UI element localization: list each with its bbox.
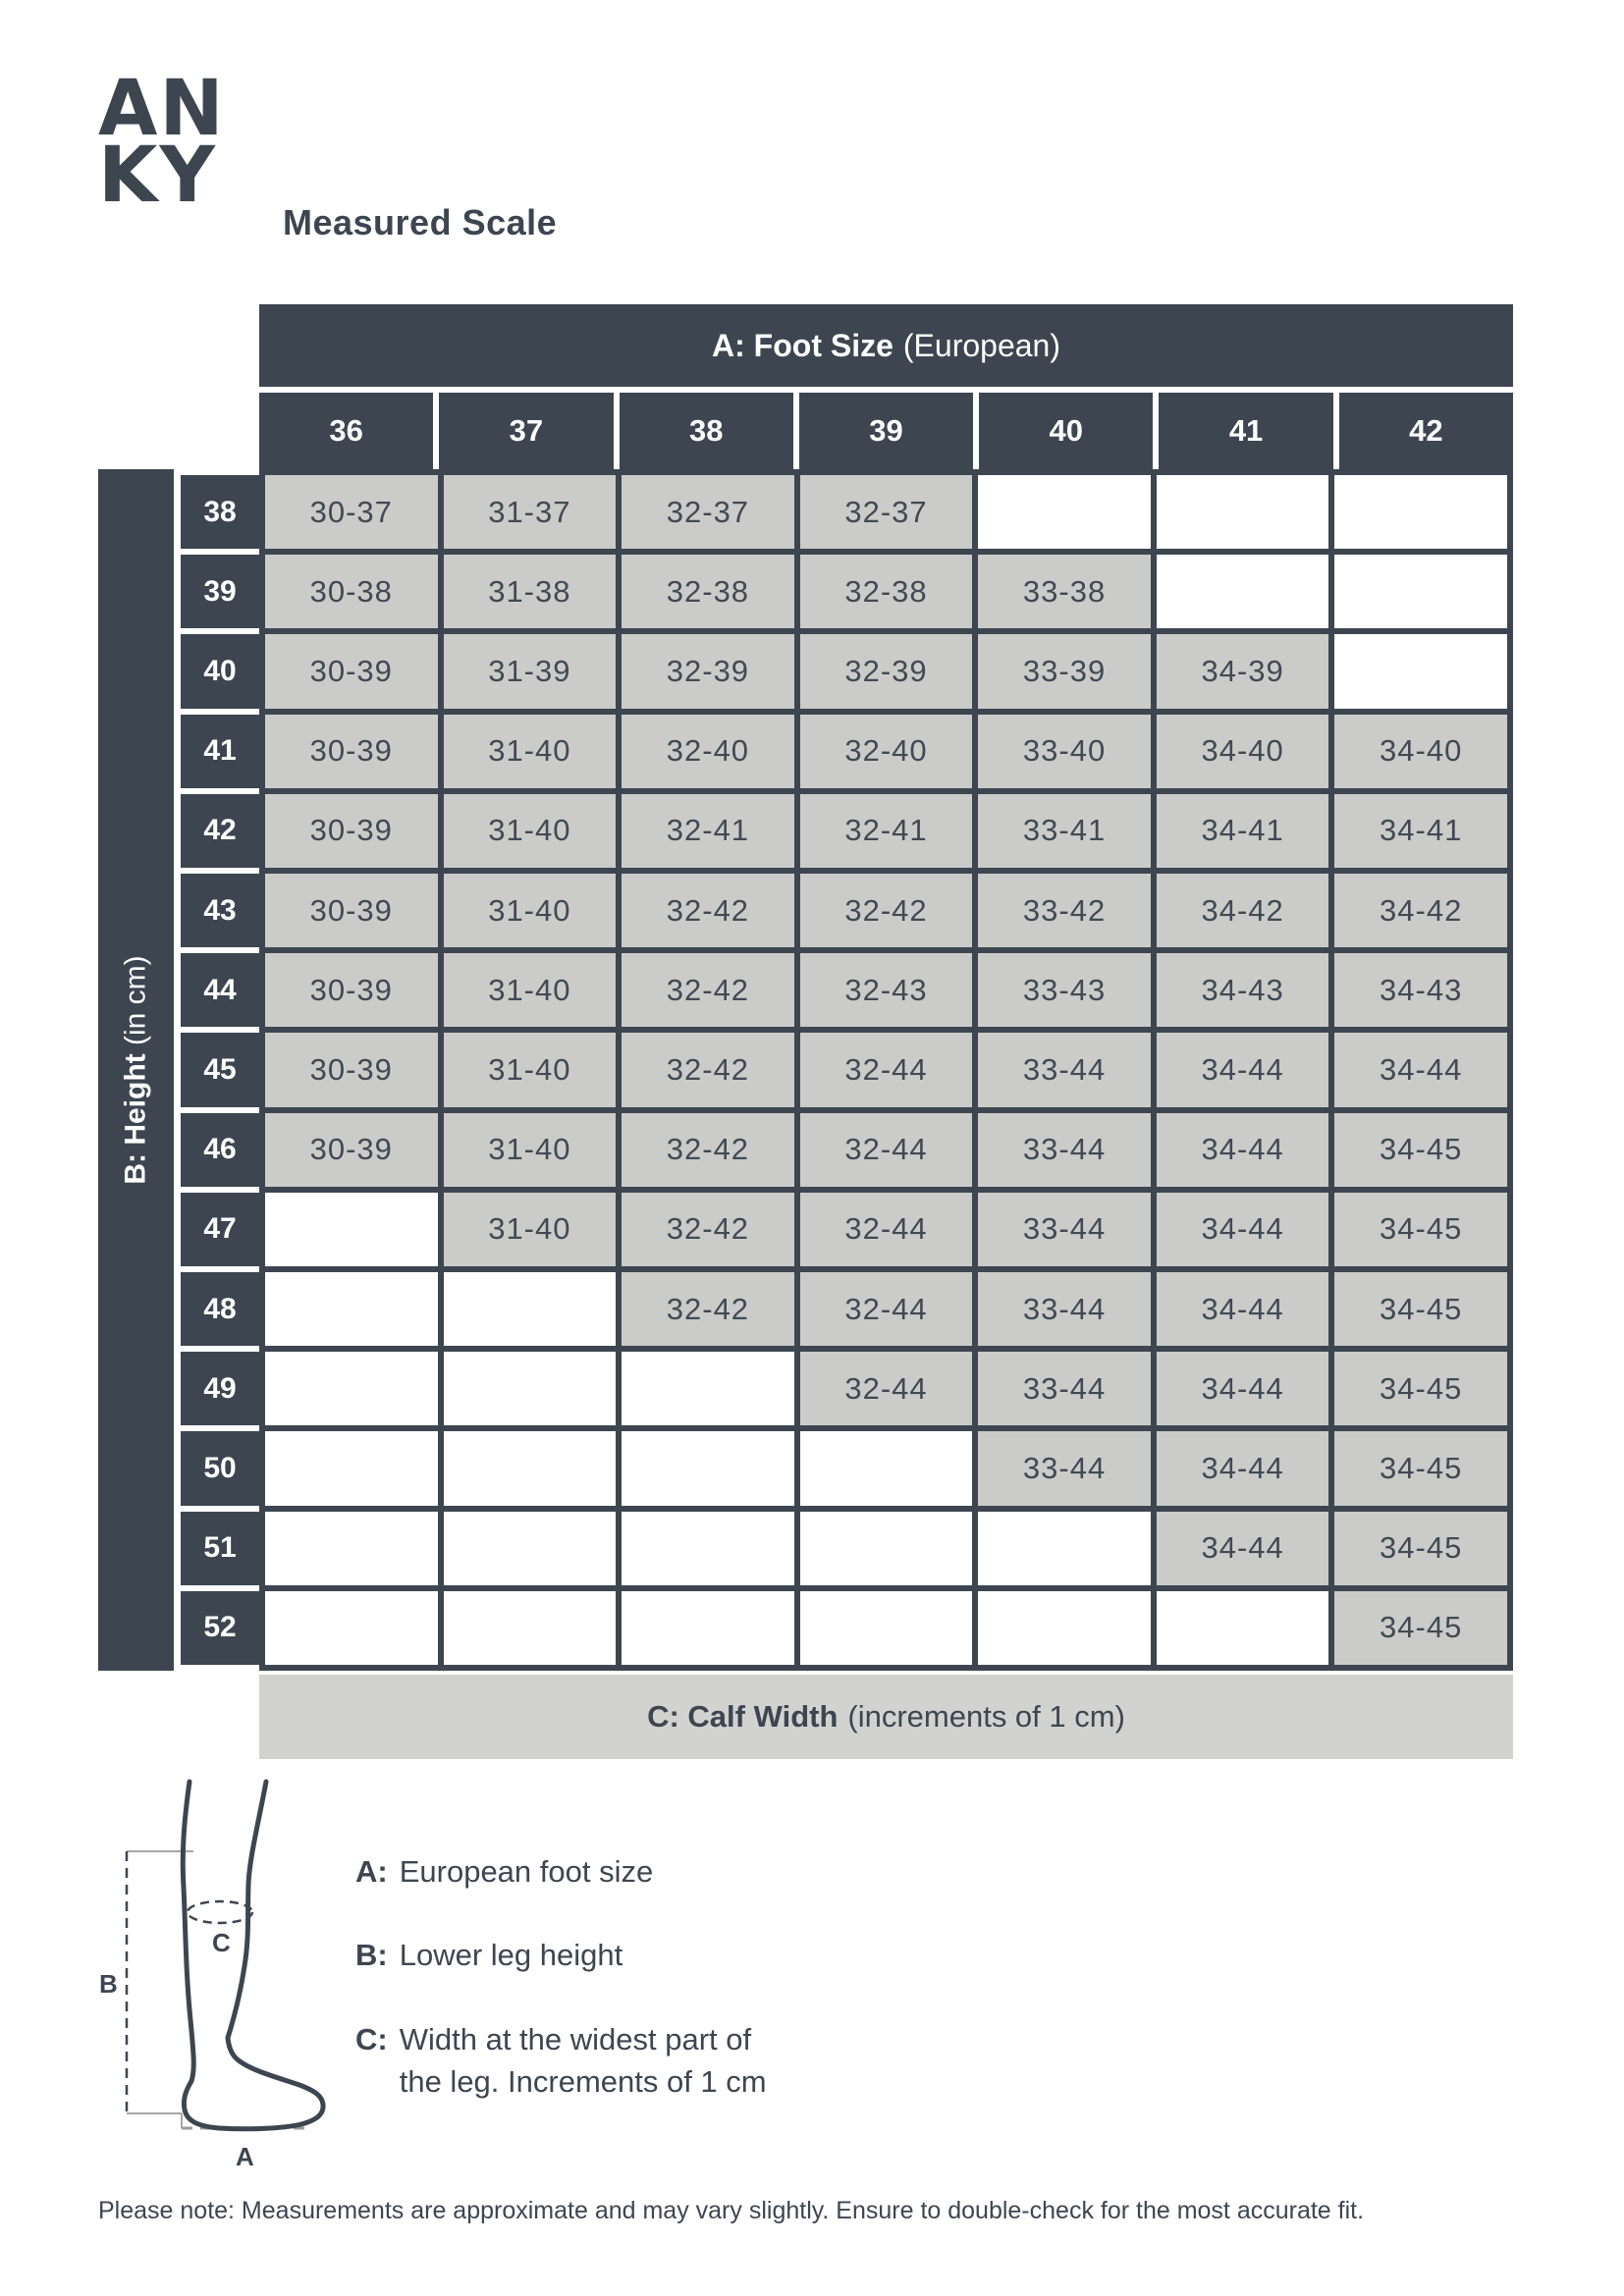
- foot-size-column-header: 42: [1339, 393, 1513, 469]
- height-row-header: 51: [181, 1512, 259, 1585]
- size-range-cell: 34-44: [1157, 1352, 1329, 1425]
- size-range-cell: 33-40: [978, 715, 1151, 788]
- size-range-cell: 32-39: [622, 634, 794, 708]
- size-range-cell: 30-39: [265, 1033, 438, 1106]
- empty-size-cell: [800, 1591, 973, 1665]
- foot-size-column-header: 38: [620, 393, 793, 469]
- height-axis-label-normal: (in cm): [119, 955, 152, 1045]
- logo-line-1: AN: [98, 65, 226, 153]
- height-row-header: 49: [181, 1352, 259, 1425]
- size-range-cell: 32-41: [800, 794, 973, 868]
- height-row-header: 50: [181, 1431, 259, 1505]
- footer-note: Please note: Measurements are approximate and may vary slightly. Ensure to double-check for the most accurate fit.: [98, 2197, 1365, 2224]
- size-range-cell: 32-44: [800, 1033, 973, 1106]
- empty-size-cell: [444, 1352, 617, 1425]
- size-range-cell: 32-44: [800, 1113, 973, 1187]
- empty-size-cell: [1334, 475, 1507, 549]
- size-range-cell: 31-40: [444, 953, 617, 1027]
- calf-width-footer-bar: [259, 1675, 1513, 1759]
- size-range-cell: 30-38: [265, 555, 438, 628]
- size-range-cell: 32-42: [800, 874, 973, 947]
- height-row-header: 39: [181, 555, 259, 628]
- size-range-cell: 34-41: [1157, 794, 1329, 868]
- size-range-cell: 34-45: [1334, 1512, 1507, 1585]
- size-range-cell: 32-41: [622, 794, 794, 868]
- size-range-cell: 34-40: [1334, 715, 1507, 788]
- size-range-cell: 31-40: [444, 1033, 617, 1106]
- legend-text: European foot size: [399, 1854, 654, 1889]
- foot-size-header-bold: A: Foot Size: [712, 327, 893, 363]
- size-range-cell: 32-44: [800, 1352, 973, 1425]
- empty-size-cell: [622, 1352, 794, 1425]
- height-row-header: 45: [181, 1033, 259, 1106]
- empty-size-cell: [444, 1512, 617, 1585]
- empty-size-cell: [622, 1431, 794, 1505]
- size-range-cell: 34-42: [1157, 874, 1329, 947]
- size-table-grid: [259, 469, 1513, 1671]
- empty-size-cell: [265, 1591, 438, 1665]
- size-range-cell: 34-41: [1334, 794, 1507, 868]
- size-range-cell: 33-38: [978, 555, 1151, 628]
- size-range-cell: 34-44: [1157, 1193, 1329, 1266]
- size-range-cell: 32-37: [800, 475, 973, 549]
- height-row-header: 44: [181, 953, 259, 1027]
- page-title: Measured Scale: [283, 202, 558, 242]
- size-range-cell: 33-44: [978, 1431, 1151, 1505]
- height-row-header-column: [181, 469, 259, 1671]
- legend-item: [355, 1934, 1102, 1976]
- leg-measurement-diagram: [83, 1775, 378, 2212]
- empty-size-cell: [978, 1591, 1151, 1665]
- size-range-cell: 34-44: [1157, 1272, 1329, 1346]
- foot-size-column-header-row: [259, 393, 1513, 469]
- empty-size-cell: [1334, 634, 1507, 708]
- empty-size-cell: [265, 1272, 438, 1346]
- size-range-cell: 32-44: [800, 1272, 973, 1346]
- height-row-header: 43: [181, 874, 259, 947]
- size-range-cell: 32-40: [800, 715, 973, 788]
- logo-line-2: KY: [98, 131, 217, 220]
- size-range-cell: 31-40: [444, 1113, 617, 1187]
- size-range-cell: 34-44: [1334, 1033, 1507, 1106]
- size-range-cell: 33-41: [978, 794, 1151, 868]
- leg-outline-right-path: [228, 1782, 266, 2038]
- size-range-cell: 33-43: [978, 953, 1151, 1027]
- height-row-header: 38: [181, 475, 259, 549]
- size-range-cell: 33-44: [978, 1113, 1151, 1187]
- size-range-cell: 31-39: [444, 634, 617, 708]
- size-range-cell: 33-39: [978, 634, 1151, 708]
- size-range-cell: 32-37: [622, 475, 794, 549]
- size-range-cell: 32-42: [622, 1193, 794, 1266]
- diagram-label-a: A: [236, 2142, 254, 2171]
- foot-size-column-header: 37: [439, 393, 613, 469]
- height-row-header: 47: [181, 1193, 259, 1266]
- size-range-cell: 33-44: [978, 1272, 1151, 1346]
- legend-item: [355, 2018, 1102, 2104]
- size-range-cell: 32-38: [622, 555, 794, 628]
- legend-key: A:: [355, 1854, 388, 1889]
- legend-item: [355, 1850, 1102, 1893]
- size-range-cell: 34-44: [1157, 1512, 1329, 1585]
- height-row-header: 41: [181, 715, 259, 788]
- height-axis-label: [120, 955, 153, 1184]
- size-range-cell: 34-45: [1334, 1431, 1507, 1505]
- size-range-cell: 34-43: [1157, 953, 1329, 1027]
- size-range-cell: 33-44: [978, 1033, 1151, 1106]
- size-range-cell: 31-40: [444, 874, 617, 947]
- foot-size-column-header: 40: [979, 393, 1153, 469]
- diagram-label-b: B: [99, 1969, 118, 1999]
- size-range-cell: 32-44: [800, 1193, 973, 1266]
- empty-size-cell: [622, 1591, 794, 1665]
- calf-width-footer-bold: C: Calf Width: [647, 1699, 839, 1734]
- foot-size-column-header: 41: [1159, 393, 1332, 469]
- legend-key: B:: [355, 1938, 388, 1973]
- size-range-cell: 32-42: [622, 1272, 794, 1346]
- foot-size-column-header: 36: [259, 393, 433, 469]
- height-row-header: 42: [181, 794, 259, 868]
- height-row-header: 48: [181, 1272, 259, 1346]
- size-range-cell: 34-45: [1334, 1272, 1507, 1346]
- legend-text: Width at the widest part of the leg. Increments of 1 cm: [399, 2021, 767, 2100]
- legend-key: C:: [355, 2021, 388, 2056]
- foot-size-header-normal: (European): [902, 327, 1060, 363]
- calf-ellipse: [188, 1901, 252, 1923]
- size-range-cell: 30-39: [265, 634, 438, 708]
- size-range-cell: 31-37: [444, 475, 617, 549]
- empty-size-cell: [800, 1512, 973, 1585]
- size-range-cell: 31-40: [444, 1193, 617, 1266]
- empty-size-cell: [1157, 475, 1329, 549]
- calf-width-footer-normal: (increments of 1 cm): [847, 1699, 1125, 1734]
- size-range-cell: 32-42: [622, 953, 794, 1027]
- size-range-cell: 32-39: [800, 634, 973, 708]
- foot-size-header-banner: [259, 304, 1513, 387]
- leg-outline-left-path: [183, 1782, 323, 2129]
- empty-size-cell: [265, 1512, 438, 1585]
- size-range-cell: 32-42: [622, 1113, 794, 1187]
- size-range-cell: 34-45: [1334, 1193, 1507, 1266]
- empty-size-cell: [1157, 555, 1329, 628]
- size-range-cell: 34-44: [1157, 1113, 1329, 1187]
- legend-text: Lower leg height: [399, 1938, 623, 1973]
- empty-size-cell: [622, 1512, 794, 1585]
- empty-size-cell: [444, 1431, 617, 1505]
- size-range-cell: 33-44: [978, 1352, 1151, 1425]
- size-range-cell: 32-42: [622, 874, 794, 947]
- size-range-cell: 31-40: [444, 715, 617, 788]
- size-range-cell: 34-40: [1157, 715, 1329, 788]
- height-axis-label-bold: B: Height: [119, 1053, 152, 1185]
- size-range-cell: 33-42: [978, 874, 1151, 947]
- size-range-cell: 34-39: [1157, 634, 1329, 708]
- size-range-cell: 31-40: [444, 794, 617, 868]
- empty-size-cell: [265, 1193, 438, 1266]
- size-range-cell: 34-44: [1157, 1033, 1329, 1106]
- height-row-header: 46: [181, 1113, 259, 1187]
- size-range-cell: 30-39: [265, 953, 438, 1027]
- empty-size-cell: [265, 1352, 438, 1425]
- size-range-cell: 32-42: [622, 1033, 794, 1106]
- size-range-cell: 34-45: [1334, 1113, 1507, 1187]
- size-range-cell: 32-38: [800, 555, 973, 628]
- size-range-cell: 31-38: [444, 555, 617, 628]
- size-range-cell: 30-37: [265, 475, 438, 549]
- size-range-cell: 34-42: [1334, 874, 1507, 947]
- height-row-header: 52: [181, 1591, 259, 1665]
- height-row-header: 40: [181, 634, 259, 708]
- size-range-cell: 30-39: [265, 874, 438, 947]
- empty-size-cell: [978, 1512, 1151, 1585]
- empty-size-cell: [265, 1431, 438, 1505]
- size-range-cell: 33-44: [978, 1193, 1151, 1266]
- foot-size-column-header: 39: [799, 393, 973, 469]
- empty-size-cell: [800, 1431, 973, 1505]
- empty-size-cell: [978, 475, 1151, 549]
- height-axis-bar: [98, 469, 174, 1671]
- size-range-cell: 34-45: [1334, 1352, 1507, 1425]
- empty-size-cell: [1334, 555, 1507, 628]
- empty-size-cell: [444, 1591, 617, 1665]
- size-range-cell: 32-43: [800, 953, 973, 1027]
- legend: [355, 1850, 1102, 2145]
- anky-logo: [98, 65, 226, 220]
- size-range-cell: 34-44: [1157, 1431, 1329, 1505]
- size-range-cell: 30-39: [265, 1113, 438, 1187]
- empty-size-cell: [1157, 1591, 1329, 1665]
- size-range-cell: 30-39: [265, 715, 438, 788]
- size-range-cell: 30-39: [265, 794, 438, 868]
- diagram-label-c: C: [212, 1928, 231, 1957]
- size-range-cell: 32-40: [622, 715, 794, 788]
- size-range-cell: 34-45: [1334, 1591, 1507, 1665]
- size-range-cell: 34-43: [1334, 953, 1507, 1027]
- empty-size-cell: [444, 1272, 617, 1346]
